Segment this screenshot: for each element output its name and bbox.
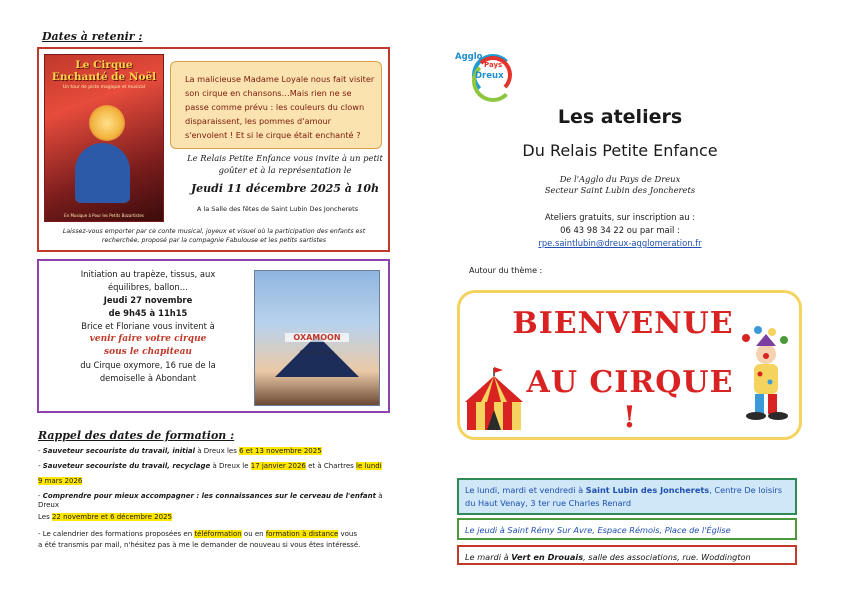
formation-list (38, 444, 398, 551)
page-subtitle: Du Relais Petite Enfance (522, 141, 718, 160)
formation-item-4: - Le calendrier des formations proposées en téléformation ou en formation à distance vous (38, 530, 357, 538)
show-note: Laissez-vous emporter par ce conte musical, joyeux et visuel où la participation des enfants est recherchée, proposé par la compagnie Fabulouse et les petits sartistes (62, 228, 366, 244)
workshop-line2: équilibres, ballon… (107, 282, 189, 292)
email-link[interactable]: rpe.saintlubin@dreux-agglomeration.fr (538, 238, 702, 248)
formation-item-4-cont: a été transmis par mail, n'hésitez pas à me le demander de nouveau si vous êtes intéressé. (38, 541, 361, 549)
location-vert-en-drouais: Le mardi à Vert en Drouais, salle des associations, rue. Woddington (457, 545, 797, 565)
workshop-invite2: sous le chapiteau (104, 347, 192, 357)
page-title: Les ateliers (557, 106, 683, 128)
registration-text: Ateliers gratuits, sur inscription au : (544, 212, 696, 222)
juggling-clown-icon (738, 326, 796, 422)
theme-title-line1: BIENVENUE (512, 306, 734, 341)
poster-performer-figure (75, 143, 130, 203)
workshop-time: de 9h45 à 11h15 (108, 308, 188, 318)
workshop-date: Jeudi 27 novembre (103, 295, 193, 305)
circus-tent-icon (463, 366, 525, 432)
formation-item-3-dates: Les 22 novembre et 6 décembre 2025 (38, 513, 172, 521)
organizer-line1: De l'Agglo du Pays de Dreux (559, 174, 681, 184)
christmas-show-poster (44, 54, 164, 222)
poster-footer: En Musique à Pour les Petits Bazartistes (64, 213, 144, 218)
circus-school-sub: École de cirque (299, 351, 335, 356)
relais-invite-text: Le Relais Petite Enfance vous invite à un petit goûter et à la représentation le (187, 153, 383, 175)
show-description: La malicieuse Madame Loyale nous fait visiter son cirque en chansons…Mais rien ne se passe comme prévu : les couleurs du clown disparaissent, les pommes d'amour s'envolent ! Et si le cirque était enchanté ? (185, 74, 375, 140)
formation-item-3-cont: Dreux (38, 501, 59, 509)
dates-title: Dates à retenir : (42, 30, 143, 43)
workshop-invite1: venir faire votre cirque (89, 334, 207, 344)
poster-subtitle: Un tour de piste magique et musical (62, 85, 146, 90)
formation-item-1: - Sauveteur secouriste du travail, initial à Dreux les 6 et 13 novembre 2025 (38, 447, 322, 455)
location-saint-remy: Le jeudi à Saint Rémy Sur Avre, Espace Rémois, Place de l'Église (457, 518, 797, 540)
phone-text: 06 43 98 34 22 ou par mail : (560, 225, 680, 235)
formation-item-3: - Comprendre pour mieux accompagner : les connaissances sur le cerveau de l'enfant à (38, 492, 383, 500)
organizer (470, 174, 770, 196)
workshop-place1: du Cirque oxymore, 16 rue de la (80, 360, 216, 370)
circus-school-logo: OXAMOON (285, 333, 349, 342)
location-saint-lubin: Le lundi, mardi et vendredi à Saint Lubin des Joncherets, Centre De loisirs du Haut Venay, 3 ter rue Charles Renard (457, 478, 797, 515)
show-description-scroll (170, 61, 382, 149)
formation-title: Rappel des dates de formation : (38, 429, 235, 442)
workshop-hosts: Brice et Floriane vous invitent à (81, 321, 215, 331)
circus-school-photo (254, 270, 380, 406)
organizer-line2: Secteur Saint Lubin des Joncherets (544, 185, 696, 195)
show-place: A la Salle des fêtes de Saint Lubin Des Joncherets (196, 205, 359, 213)
workshop-place2: demoiselle à Abondant (99, 373, 197, 383)
poster-title: Le Cirque Enchanté de Noël (51, 59, 157, 83)
circus-workshop-text (50, 268, 246, 385)
workshop-line1: Initiation au trapèze, tissus, aux (80, 269, 216, 279)
logo-text-pays: Pays (484, 61, 503, 69)
registration-info (470, 211, 770, 250)
logo-text-dreux: Dreux (475, 71, 504, 81)
formation-item-2: - Sauveteur secouriste du travail, recyclage à Dreux le 17 janvier 2026 et à Chartres le lundi (38, 462, 382, 470)
theme-title-line2: AU CIRQUE ! (526, 365, 734, 435)
formation-item-2-cont: 9 mars 2026 (38, 477, 83, 485)
theme-label: Autour du thème : (469, 266, 543, 275)
agglo-logo (452, 52, 522, 102)
logo-text-agglo: Agglo (455, 52, 483, 62)
poster-light-decoration (89, 105, 125, 141)
show-date: Jeudi 11 décembre 2025 à 10h (190, 182, 380, 195)
